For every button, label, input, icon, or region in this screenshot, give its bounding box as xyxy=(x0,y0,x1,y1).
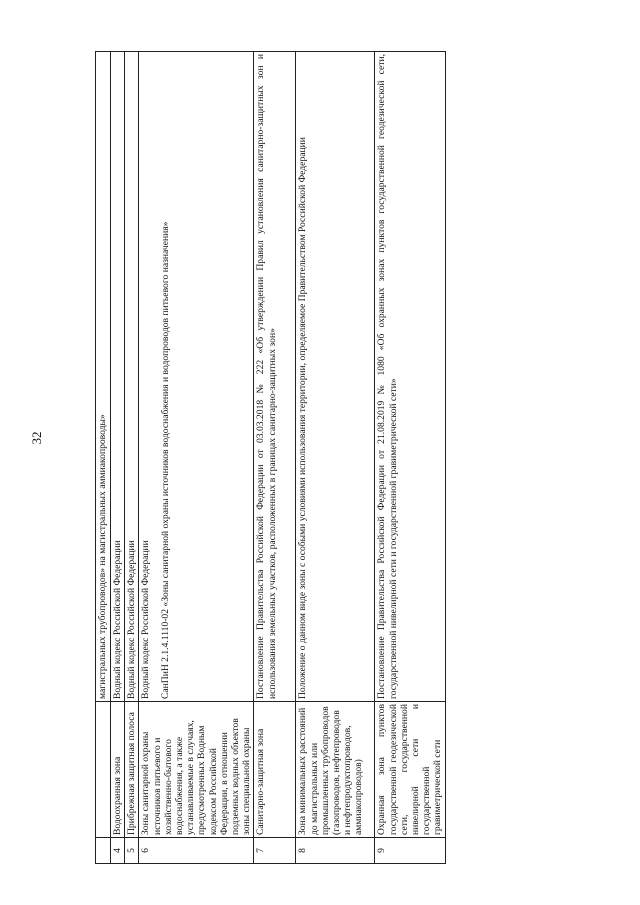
table-row xyxy=(375,52,445,864)
legal-document: Водный кодекс Российской Федерации xyxy=(125,52,139,702)
row-number: 9 xyxy=(375,838,445,864)
zone-name: Водоохранная зона xyxy=(111,702,125,838)
page-number: 32 xyxy=(29,431,44,445)
legal-document: СанПиН 2.1.4.1110-02 «Зоны санитарной охраны источников водоснабжения и водопроводов питьевого назначения» xyxy=(159,221,171,699)
continuation-text: магистральных трубопроводов» на магистральных аммиакопроводы» xyxy=(96,52,111,702)
table-row xyxy=(254,52,296,864)
cell-empty xyxy=(96,838,111,864)
legal-document: Постановление Правительства Российской Федерации от 03.03.2018 № 222 «Об утверждении Правил установления санитарно-защитных зон и использования земельных участков, расположенных в границах санитарно-защитных зон» xyxy=(254,52,296,702)
table-row-continuation xyxy=(96,52,111,864)
legal-document: Водный кодекс Российской Федерации xyxy=(140,540,152,699)
row-number: 5 xyxy=(125,838,139,864)
zones-table xyxy=(95,52,444,864)
row-number: 7 xyxy=(254,838,296,864)
row-number: 8 xyxy=(296,838,375,864)
table-row xyxy=(111,52,125,864)
row-number: 4 xyxy=(111,838,125,864)
legal-document: Водный кодекс Российской Федерации xyxy=(111,52,125,702)
legal-document: Постановление Правительства Российской Федерации от 21.08.2019 № 1080 «Об охранных зонах пунктов государственной геодезической сети, государственной нивелирной сети и государственной гравиметрической сети» xyxy=(375,52,445,702)
zone-name: Прибрежная защитная полоса xyxy=(125,702,139,838)
zone-name: Зона минимальных расстояний до магистральных или промышленных трубопроводов (газопроводов, нефтепроводов и нефтепродуктопроводов, аммиакопроводов) xyxy=(296,702,375,838)
table-row xyxy=(139,52,254,864)
zone-name: Охранная зона пунктов государственной геодезической сети, государственной нивелирной сети и государственной гравиметрической сети xyxy=(375,702,445,838)
table-row xyxy=(125,52,139,864)
row-number: 6 xyxy=(139,838,254,864)
table-row xyxy=(296,52,375,864)
legal-documents xyxy=(139,52,254,702)
cell-empty xyxy=(96,702,111,838)
zone-name: Санитарно-защитная зона xyxy=(254,702,296,838)
zone-name: Зоны санитарной охраны источников питьевого и хозяйственно-бытового водоснабжения, а также устанавливаемые в случаях, предусмотренных Водным кодексом Российской Федерации, в отношении подземных водных объектов зоны специальной охраны xyxy=(139,702,254,838)
legal-document: Положение о данном виде зоны с особыми условиями использования территории, определяемое Правительством Российской Федерации xyxy=(296,52,375,702)
